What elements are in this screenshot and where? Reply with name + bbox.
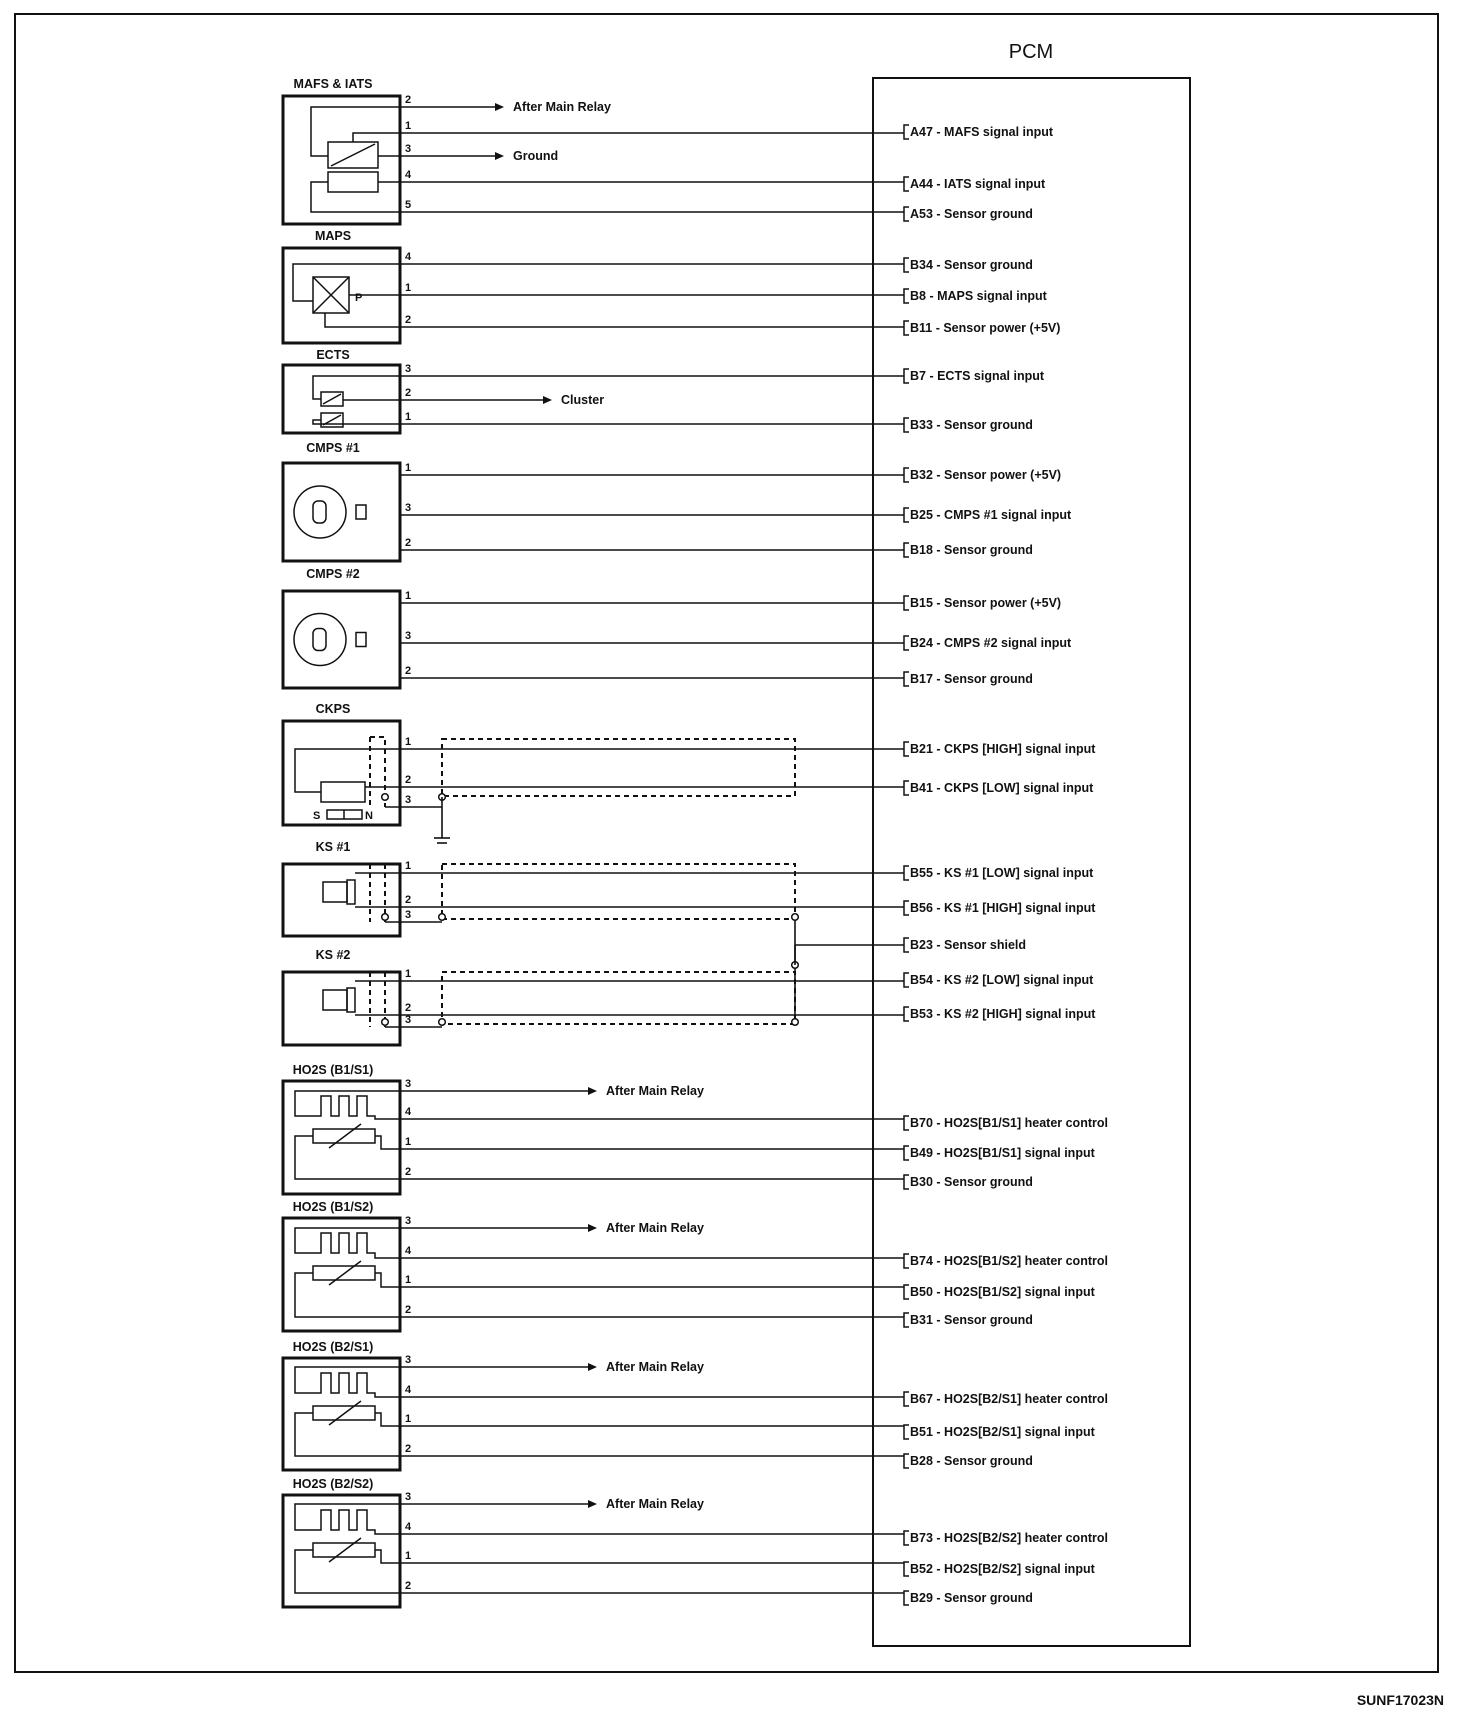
- pcm-pin-b51: [904, 1425, 1096, 1439]
- sensor-cmps-2: [283, 567, 904, 688]
- shield-wiring: [370, 737, 904, 1027]
- pcm-pin-label: B24 - CMPS #2 signal input: [910, 636, 1072, 650]
- sensor-ks-1: [283, 840, 904, 936]
- pcm-pin-label: B53 - KS #2 [HIGH] signal input: [910, 1007, 1096, 1021]
- sensor-label: KS #2: [315, 948, 351, 962]
- pcm-pin-b8: [904, 289, 1048, 303]
- pin-number: 2: [405, 314, 412, 326]
- pcm-pin-label: B56 - KS #1 [HIGH] signal input: [910, 901, 1096, 915]
- pcm-pin-label: B25 - CMPS #1 signal input: [910, 508, 1072, 522]
- sensor-label: MAPS: [314, 229, 352, 243]
- pcm-pin-label: B17 - Sensor ground: [910, 672, 1033, 686]
- pin-number: 2: [405, 1580, 412, 1592]
- pcm-pin-b41: [904, 781, 1094, 795]
- destination-label: After Main Relay: [513, 100, 611, 114]
- pcm-pin-b18: [904, 543, 1033, 557]
- pin-number: 4: [405, 1521, 412, 1533]
- pcm-pin-label: B67 - HO2S[B2/S1] heater control: [910, 1392, 1108, 1406]
- pin-number: 4: [405, 251, 412, 263]
- destination-label: After Main Relay: [606, 1360, 704, 1374]
- outer-frame: [15, 14, 1438, 1672]
- diagram-code: SUNF17023N: [1356, 1692, 1444, 1708]
- pin-number: 3: [405, 143, 412, 155]
- pcm-pin-label: B15 - Sensor power (+5V): [910, 596, 1062, 610]
- pcm-pin-b30: [904, 1175, 1033, 1189]
- pcm-pin-b11: [904, 321, 1060, 335]
- pin-number: 2: [405, 665, 412, 677]
- pcm-pin-a44: [904, 177, 1046, 191]
- pin-number: 2: [405, 774, 412, 786]
- pin-number: 2: [405, 1443, 412, 1455]
- pcm-pin-b52: [904, 1562, 1096, 1576]
- pcm-pin-b70: [904, 1116, 1108, 1130]
- pcm-pin-label: A47 - MAFS signal input: [910, 125, 1054, 139]
- pcm-pin-b56: [904, 901, 1096, 915]
- sensor-label: CMPS #1: [306, 441, 360, 455]
- pcm-pin-b7: [904, 369, 1045, 383]
- sensor-label: HO2S (B2/S2): [292, 1477, 374, 1491]
- pin-number: 1: [405, 1136, 412, 1148]
- pin-number: 2: [405, 537, 412, 549]
- sensor-mafs-iats: [283, 77, 904, 224]
- pin-number: 1: [405, 462, 412, 474]
- pcm-pin-b17: [904, 672, 1033, 686]
- sensor-label: HO2S (B1/S1): [292, 1063, 374, 1077]
- pin-number: 1: [405, 120, 412, 132]
- pcm-pin-a47: [904, 125, 1054, 139]
- pin-number: 4: [405, 1106, 412, 1118]
- pin-number: 1: [405, 411, 412, 423]
- pin-number: 1: [405, 282, 412, 294]
- pin-number: 1: [405, 860, 412, 872]
- pin-number: 3: [405, 909, 412, 921]
- pcm-pin-label: B70 - HO2S[B1/S1] heater control: [910, 1116, 1108, 1130]
- pcm-pin-b50: [904, 1285, 1096, 1299]
- pcm-pin-label: B31 - Sensor ground: [910, 1313, 1033, 1327]
- pcm-pin-label: B51 - HO2S[B2/S1] signal input: [910, 1425, 1095, 1439]
- pin-number: 2: [405, 1304, 412, 1316]
- pin-number: 1: [405, 1413, 412, 1425]
- sensor-ho2s-b2-s2: [283, 1477, 904, 1607]
- destination-label: Ground: [513, 149, 559, 163]
- pcm-pin-label: B29 - Sensor ground: [910, 1591, 1033, 1605]
- pin-number: 3: [405, 1354, 412, 1366]
- magnet-s-label: S: [313, 810, 321, 822]
- sensor-ects: [283, 348, 904, 433]
- sensor-ho2s-b1-s1: [283, 1063, 904, 1194]
- sensor-ho2s-b1-s2: [283, 1200, 904, 1331]
- sensor-label: HO2S (B1/S2): [292, 1200, 374, 1214]
- pcm-pin-label: B30 - Sensor ground: [910, 1175, 1033, 1189]
- pin-number: 3: [405, 630, 412, 642]
- pcm-pin-b24: [904, 636, 1072, 650]
- pin-number: 3: [405, 1215, 412, 1227]
- pressure-symbol: P: [355, 292, 363, 304]
- pin-number: 2: [405, 1002, 412, 1014]
- pcm-title: PCM: [1008, 41, 1054, 63]
- sensor-label: ECTS: [316, 348, 350, 362]
- pcm-pin-b33: [904, 418, 1033, 432]
- destination-label: After Main Relay: [606, 1221, 704, 1235]
- pcm-pin-label: B18 - Sensor ground: [910, 543, 1033, 557]
- sensor-label: CKPS: [315, 702, 351, 716]
- pcm-pin-b29: [904, 1591, 1033, 1605]
- sensor-maps: [283, 229, 904, 343]
- pin-number: 3: [405, 502, 412, 514]
- pcm-pin-label: B55 - KS #1 [LOW] signal input: [910, 866, 1094, 880]
- pcm-pin-b31: [904, 1313, 1033, 1327]
- pcm-pin-label: B52 - HO2S[B2/S2] signal input: [910, 1562, 1095, 1576]
- pin-number: 1: [405, 1550, 412, 1562]
- pcm-pin-label: B8 - MAPS signal input: [910, 289, 1047, 303]
- sensor-ho2s-b2-s1: [283, 1340, 904, 1470]
- pcm-pin-b15: [904, 596, 1061, 610]
- pin-number: 1: [405, 968, 412, 980]
- pcm-pin-label: A53 - Sensor ground: [910, 207, 1033, 221]
- pcm-pin-label: B74 - HO2S[B1/S2] heater control: [910, 1254, 1108, 1268]
- pin-number: 4: [405, 1245, 412, 1257]
- pin-number: 1: [405, 590, 412, 602]
- sensor-ks-2: [283, 948, 904, 1045]
- pin-number: 5: [405, 199, 412, 211]
- pin-number: 1: [405, 736, 412, 748]
- pin-number: 2: [405, 1166, 412, 1178]
- pin-number: 3: [405, 1078, 412, 1090]
- pcm-pin-label: B23 - Sensor shield: [910, 938, 1027, 952]
- pin-number: 2: [405, 94, 412, 106]
- sensor-label: CMPS #2: [306, 567, 360, 581]
- pin-number: 4: [405, 1384, 412, 1396]
- pcm-pin-label: B32 - Sensor power (+5V): [910, 468, 1062, 482]
- pcm-pin-label: B7 - ECTS signal input: [910, 369, 1045, 383]
- pin-number: 2: [405, 894, 412, 906]
- pcm-pin-b28: [904, 1454, 1033, 1468]
- destination-label: After Main Relay: [606, 1497, 704, 1511]
- magnet-n-label: N: [365, 810, 373, 822]
- pcm-pin-b25: [904, 508, 1072, 522]
- pcm-box: [873, 78, 1190, 1646]
- sensor-cmps-1: [283, 441, 904, 561]
- pcm-pin-label: B49 - HO2S[B1/S1] signal input: [910, 1146, 1095, 1160]
- destination-label: Cluster: [561, 393, 605, 407]
- pcm-pin-b53: [904, 1007, 1096, 1021]
- pcm-pin-b55: [904, 866, 1094, 880]
- pcm-pin-label: B50 - HO2S[B1/S2] signal input: [910, 1285, 1095, 1299]
- pin-number: 3: [405, 1014, 412, 1026]
- pcm-pin-label: B28 - Sensor ground: [910, 1454, 1033, 1468]
- pcm-pin-a53: [904, 207, 1033, 221]
- pin-number: 4: [405, 169, 412, 181]
- pin-number: 1: [405, 1274, 412, 1286]
- pcm-pin-b67: [904, 1392, 1108, 1406]
- pcm-pin-label: B33 - Sensor ground: [910, 418, 1033, 432]
- pcm-pin-b21: [904, 742, 1096, 756]
- pin-number: 3: [405, 794, 412, 806]
- sensor-ckps: [283, 702, 904, 825]
- pcm-pin-b23: [904, 938, 1026, 952]
- pcm-pin-b74: [904, 1254, 1108, 1268]
- pcm-pin-b73: [904, 1531, 1108, 1545]
- sensor-label: KS #1: [315, 840, 351, 854]
- pcm-pin-label: B21 - CKPS [HIGH] signal input: [910, 742, 1096, 756]
- pcm-pin-label: B54 - KS #2 [LOW] signal input: [910, 973, 1094, 987]
- pcm-pin-b49: [904, 1146, 1096, 1160]
- sensor-label: HO2S (B2/S1): [292, 1340, 374, 1354]
- pcm-pin-label: B11 - Sensor power (+5V): [910, 321, 1061, 335]
- pcm-pin-label: B73 - HO2S[B2/S2] heater control: [910, 1531, 1108, 1545]
- pcm-pin-label: A44 - IATS signal input: [910, 177, 1046, 191]
- pcm-pin-b32: [904, 468, 1061, 482]
- pcm-pin-b54: [904, 973, 1094, 987]
- pcm-pin-label: B41 - CKPS [LOW] signal input: [910, 781, 1094, 795]
- pcm-pin-label: B34 - Sensor ground: [910, 258, 1033, 272]
- destination-label: After Main Relay: [606, 1084, 704, 1098]
- sensor-label: MAFS & IATS: [293, 77, 373, 91]
- pin-number: 2: [405, 387, 412, 399]
- pcm-pin-b34: [904, 258, 1033, 272]
- pin-number: 3: [405, 1491, 412, 1503]
- pin-number: 3: [405, 363, 412, 375]
